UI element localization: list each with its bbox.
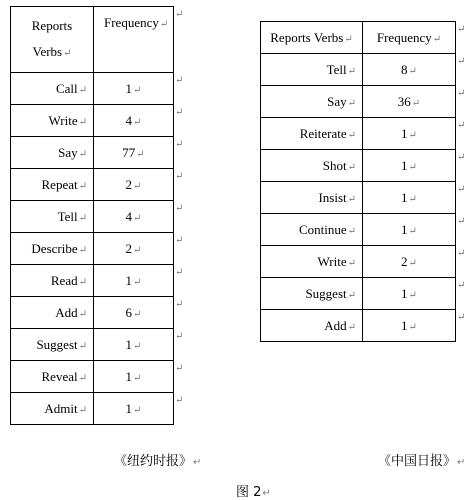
left-table-frequency: 2 <box>125 176 133 192</box>
row-end-mark: ↵ <box>175 362 184 374</box>
row-end-mark: ↵ <box>175 298 184 310</box>
right-table-row <box>261 150 456 182</box>
right-table-verb: Suggest <box>305 285 347 301</box>
paragraph-mark: ↵ <box>347 97 356 109</box>
right-table-row <box>261 278 456 310</box>
paragraph-mark: ↵ <box>347 65 356 77</box>
caption-left-text: 《纽约时报》 <box>114 454 193 469</box>
left-table-frequency: 2 <box>125 240 133 256</box>
left-table-frequency: 77 <box>122 144 136 160</box>
right-table <box>260 21 456 342</box>
left-table-frequency-cell <box>94 137 174 169</box>
left-table-frequency-cell <box>94 201 174 233</box>
paragraph-mark: ↵ <box>78 84 87 96</box>
left-table-row <box>11 265 174 297</box>
paragraph-mark: ↵ <box>159 19 169 30</box>
row-end-mark: ↵ <box>175 170 184 182</box>
right-table-frequency-cell <box>363 214 456 246</box>
paragraph-mark: ↵ <box>408 193 417 205</box>
paragraph-mark: ↵ <box>133 276 142 288</box>
right-table-frequency-cell <box>363 150 456 182</box>
paragraph-mark: ↵ <box>78 116 87 128</box>
right-table-frequency-cell <box>363 246 456 278</box>
right-table-frequency: 1 <box>401 157 408 173</box>
left-table-row <box>11 329 174 361</box>
paragraph-mark: ↵ <box>347 161 356 173</box>
left-table-row <box>11 169 174 201</box>
left-table-frequency: 1 <box>125 80 133 96</box>
left-table-verb: Add <box>55 304 78 320</box>
left-table-frequency: 4 <box>125 112 133 128</box>
right-table-verb: Tell <box>326 61 347 77</box>
left-table-verb-cell <box>11 169 94 201</box>
left-table-frequency-cell <box>94 297 174 329</box>
right-table-frequency-cell <box>363 54 456 86</box>
right-table-frequency: 36 <box>397 93 411 109</box>
right-header-verbs-label: Reports Verbs <box>270 29 344 45</box>
left-table-frequency: 1 <box>125 368 133 384</box>
left-table-frequency-cell <box>94 105 174 137</box>
left-table-verb-cell <box>11 393 94 425</box>
paragraph-mark: ↵ <box>78 148 87 160</box>
right-table-verb: Continue <box>298 221 347 237</box>
row-end-mark: ↵ <box>175 8 184 20</box>
row-end-mark: ↵ <box>457 279 466 291</box>
paragraph-mark: ↵ <box>408 289 417 301</box>
paragraph-mark: ↵ <box>408 161 417 173</box>
paragraph-mark: ↵ <box>78 308 87 320</box>
paragraph-mark: ↵ <box>347 289 356 301</box>
paragraph-mark: ↵ <box>133 372 142 384</box>
row-end-mark: ↵ <box>175 234 184 246</box>
paragraph-mark: ↵ <box>344 33 353 45</box>
left-table-frequency: 1 <box>125 272 133 288</box>
paragraph-mark: ↵ <box>78 372 87 384</box>
paragraph-mark: ↵ <box>347 129 356 141</box>
row-end-mark: ↵ <box>457 183 466 195</box>
right-table-frequency-cell <box>363 182 456 214</box>
left-table-verb: Say <box>58 144 78 160</box>
left-table-row <box>11 361 174 393</box>
left-table-row <box>11 233 174 265</box>
right-header-frequency <box>363 22 456 54</box>
row-end-mark: ↵ <box>175 202 184 214</box>
row-end-mark: ↵ <box>175 106 184 118</box>
paragraph-mark: ↵ <box>408 321 417 333</box>
right-table-frequency: 1 <box>401 189 408 205</box>
right-table-verb-cell <box>261 150 363 182</box>
left-table-verb-cell <box>11 105 94 137</box>
right-table-verb-cell <box>261 86 363 118</box>
right-table-row <box>261 214 456 246</box>
paragraph-mark: ↵ <box>133 308 142 320</box>
paragraph-mark: ↵ <box>408 65 417 77</box>
caption-right-text: 《中国日报》 <box>378 454 457 469</box>
paragraph-mark: ↵ <box>63 48 72 59</box>
right-table-frequency-cell <box>363 86 456 118</box>
right-table-verb: Reiterate <box>299 125 347 141</box>
right-table-row <box>261 118 456 150</box>
row-end-mark: ↵ <box>175 330 184 342</box>
left-table <box>10 6 174 425</box>
left-table-verb: Describe <box>31 240 78 256</box>
left-table-verb-cell <box>11 361 94 393</box>
paragraph-mark: ↵ <box>136 148 145 160</box>
left-table-frequency-cell <box>94 361 174 393</box>
row-end-mark: ↵ <box>457 119 466 131</box>
paragraph-mark: ↵ <box>347 225 356 237</box>
row-end-mark: ↵ <box>457 23 466 35</box>
left-table-verb: Admit <box>44 400 78 416</box>
right-table-header-row <box>261 22 456 54</box>
paragraph-mark: ↵ <box>133 340 142 352</box>
right-table-frequency: 1 <box>401 317 408 333</box>
left-table-verb-cell <box>11 329 94 361</box>
right-table-verb: Shot <box>322 157 347 173</box>
right-table-verb-cell <box>261 246 363 278</box>
right-table-verb: Add <box>324 317 347 333</box>
right-table-verb: Write <box>317 253 347 269</box>
left-table-frequency-cell <box>94 73 174 105</box>
paragraph-mark: ↵ <box>78 212 87 224</box>
right-table-frequency: 1 <box>401 285 408 301</box>
right-table-row <box>261 54 456 86</box>
left-table-verb: Repeat <box>41 176 78 192</box>
left-table-verb-cell <box>11 73 94 105</box>
paragraph-mark: ↵ <box>133 244 142 256</box>
right-table-frequency-cell <box>363 278 456 310</box>
paragraph-mark: ↵ <box>133 84 142 96</box>
paragraph-mark: ↵ <box>432 33 442 45</box>
paragraph-mark: ↵ <box>408 257 417 269</box>
paragraph-mark: ↵ <box>457 457 466 468</box>
left-table-verb: Write <box>48 112 78 128</box>
paragraph-mark: ↵ <box>133 116 142 128</box>
left-table-frequency-cell <box>94 393 174 425</box>
right-table-frequency-cell <box>363 118 456 150</box>
left-header-frequency <box>94 7 174 73</box>
right-table-row <box>261 310 456 342</box>
left-table-verb: Suggest <box>36 336 78 352</box>
right-table-verb: Insist <box>318 189 347 205</box>
paragraph-mark: ↵ <box>133 404 142 416</box>
left-table-row <box>11 137 174 169</box>
row-end-mark: ↵ <box>457 55 466 67</box>
paragraph-mark: ↵ <box>347 193 356 205</box>
paragraph-mark: ↵ <box>133 212 142 224</box>
left-table-header-row <box>11 7 174 73</box>
right-table-verb-cell <box>261 118 363 150</box>
left-table-verb: Read <box>50 272 78 288</box>
left-table-frequency: 6 <box>125 304 133 320</box>
right-table-verb-cell <box>261 182 363 214</box>
left-table-row <box>11 105 174 137</box>
row-end-mark: ↵ <box>457 247 466 259</box>
left-header-frequency-label: Frequency <box>104 15 159 30</box>
left-table-verb: Tell <box>57 208 78 224</box>
row-end-mark: ↵ <box>457 215 466 227</box>
paragraph-mark: ↵ <box>78 340 87 352</box>
row-end-mark: ↵ <box>457 87 466 99</box>
paragraph-mark: ↵ <box>193 457 202 468</box>
left-header-verbs-line2: Verbs <box>32 44 63 59</box>
right-table-row <box>261 86 456 118</box>
paragraph-mark: ↵ <box>78 244 87 256</box>
right-table-verb-cell <box>261 278 363 310</box>
right-table-row <box>261 182 456 214</box>
left-table-verb: Reveal <box>41 368 78 384</box>
paragraph-mark: ↵ <box>78 276 87 288</box>
right-table-verb: Say <box>327 93 347 109</box>
left-table-frequency-cell <box>94 265 174 297</box>
right-table-verb-cell <box>261 310 363 342</box>
left-table-row <box>11 201 174 233</box>
left-table-verb-cell <box>11 265 94 297</box>
paragraph-mark: ↵ <box>262 488 271 499</box>
left-table-verb-cell <box>11 233 94 265</box>
caption-left <box>114 450 201 469</box>
figure-caption <box>236 481 271 500</box>
left-table-frequency: 1 <box>125 336 133 352</box>
left-table-row <box>11 297 174 329</box>
row-end-mark: ↵ <box>457 311 466 323</box>
right-header-verbs <box>261 22 363 54</box>
left-table-frequency: 4 <box>125 208 133 224</box>
row-end-mark: ↵ <box>175 74 184 86</box>
right-table-frequency: 1 <box>401 221 408 237</box>
paragraph-mark: ↵ <box>347 257 356 269</box>
left-table-frequency-cell <box>94 233 174 265</box>
right-table-frequency: 2 <box>401 253 408 269</box>
right-table-verb-cell <box>261 54 363 86</box>
right-table-frequency: 8 <box>401 61 408 77</box>
left-table-frequency-cell <box>94 169 174 201</box>
paragraph-mark: ↵ <box>347 321 356 333</box>
left-table-verb-cell <box>11 137 94 169</box>
paragraph-mark: ↵ <box>78 404 87 416</box>
row-end-mark: ↵ <box>175 266 184 278</box>
left-table-frequency-cell <box>94 329 174 361</box>
paragraph-mark: ↵ <box>408 225 417 237</box>
right-header-frequency-label: Frequency <box>376 29 432 45</box>
right-table-verb-cell <box>261 214 363 246</box>
figure-caption-text: 图 2 <box>236 485 262 500</box>
row-end-mark: ↵ <box>457 151 466 163</box>
paragraph-mark: ↵ <box>133 180 142 192</box>
row-end-mark: ↵ <box>175 138 184 150</box>
left-header-verbs <box>11 7 94 73</box>
left-table-row <box>11 73 174 105</box>
right-table-row <box>261 246 456 278</box>
paragraph-mark: ↵ <box>78 180 87 192</box>
left-table-row <box>11 393 174 425</box>
paragraph-mark: ↵ <box>408 129 417 141</box>
row-end-mark: ↵ <box>175 394 184 406</box>
left-table-verb-cell <box>11 201 94 233</box>
left-table-frequency: 1 <box>125 400 133 416</box>
left-table-verb: Call <box>55 80 78 96</box>
caption-right <box>378 450 465 469</box>
paragraph-mark: ↵ <box>411 97 421 109</box>
left-header-verbs-line1: Reports <box>31 18 73 33</box>
right-table-frequency-cell <box>363 310 456 342</box>
left-table-verb-cell <box>11 297 94 329</box>
right-table-frequency: 1 <box>401 125 408 141</box>
